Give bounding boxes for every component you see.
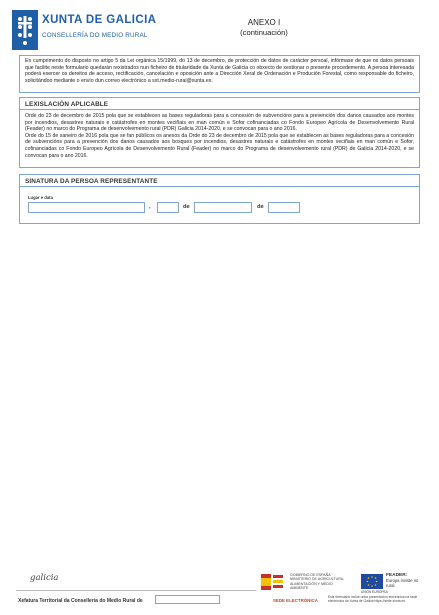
comma-separator: ,	[149, 204, 151, 210]
spain-shield-icon	[259, 573, 285, 591]
sede-electronica-label[interactable]: SEDE ELECTRÓNICA	[273, 598, 318, 603]
privacy-notice-text: En cumprimento do disposto no artigo 5 da Lei orgánica 15/1999, do 13 de decembro, de protección de datos de carácter persoal, infórmase de que os datos persoais que facilite neste formulario quedarán rexistrados nun ficheiro de titularidade da Xunta de Galicia co obxecto de xestionar o presente procedemento. A persoa interesada poderá exercer os dereitos de acceso, rectificación, cancelación e oposición ante a Dirección Xeral de Ordenación e Produción Forestal, como responsable do ficheiro, solicitándoo mediante o envío dun correo electrónico a sxt.medio-rural@xunta.es.	[25, 58, 414, 84]
annex-subtitle: (continuación)	[240, 28, 288, 37]
de-separator: de	[257, 204, 264, 210]
day-field[interactable]	[157, 202, 179, 213]
eu-label: UNIÓN EUROPEA	[361, 590, 388, 594]
ministry-text: GOBIERNO DE ESPAÑA · MINISTERIO DE AGRICULTURA, ALIMENTACIÓN Y MEDIO AMBIENTE	[290, 573, 345, 591]
xunta-cross-shield-icon	[12, 10, 38, 50]
page-header	[12, 8, 432, 56]
signature-box	[19, 174, 420, 224]
place-field[interactable]	[28, 202, 145, 213]
legislation-paragraph: Orde do 15 de xaneiro de 2016 pola que se fan públicos os anexos da Orde do 23 de decembro de 2015 pola que se establecen as bases reguladoras para a concesión de subvencións para a prevención dos danos causados aos bosques por incendios, desastres naturais e catástrofes en montes veciñais en man común e Sofor, cofinanciadas co Fondo Europeo Agrícola de Desenvolvemento Rural (Feader) no marco do Programa de desenvolvemento rural (PDR) de Galicia 2014-2020, e se convocan para o ano 2016.	[25, 132, 414, 159]
feader-title: FEADER:	[386, 573, 408, 578]
feader-text: Europa inviste no rural	[386, 577, 419, 588]
privacy-notice-box	[19, 55, 420, 93]
legislation-title: LEXISLACIÓN APLICABLE	[25, 101, 109, 108]
feader-block	[386, 573, 426, 588]
de-separator: de	[183, 204, 190, 210]
place-date-label: Lugar e data	[28, 195, 53, 200]
year-field[interactable]	[268, 202, 300, 213]
section-divider	[20, 186, 419, 187]
legislation-box	[19, 97, 420, 168]
annex-title: ANEXO I	[247, 18, 281, 27]
office-label: Xefatura Territorial da Consellería do Medio Rural de	[18, 598, 143, 604]
legislation-paragraph: Orde do 23 de decembro de 2015 pola que se establecen as bases reguladoras para a concesión de subvencións para a prevención dos danos causados aos montes por incendios, desastres naturais e catástrofes en montes veciñais en man común e Sofor cofinanciadas co Fondo Europeo Agrícola de Desenvolvemento Rural (Feader) no marco do Programa de desenvolvemento rural (PDR) Galicia 2014-2020, e se convocan para o ano 2016.	[25, 113, 414, 133]
office-field[interactable]	[155, 595, 220, 604]
footer-divider	[16, 590, 256, 591]
department-name: CONSELLERÍA DO MEDIO RURAL	[42, 32, 148, 39]
signature-title: SINATURA DA PERSOA REPRESENTANTE	[25, 178, 158, 185]
org-name: XUNTA DE GALICIA	[42, 14, 157, 26]
section-divider	[20, 109, 419, 110]
sede-note: Este formulario inclúe unha presentación electrónica na sede electrónica da Xunta de Galicia https://sede.xunta.es	[328, 595, 418, 603]
eu-flag-icon	[361, 574, 383, 589]
month-field[interactable]	[194, 202, 252, 213]
galicia-brand-logo: galicia	[30, 573, 59, 583]
